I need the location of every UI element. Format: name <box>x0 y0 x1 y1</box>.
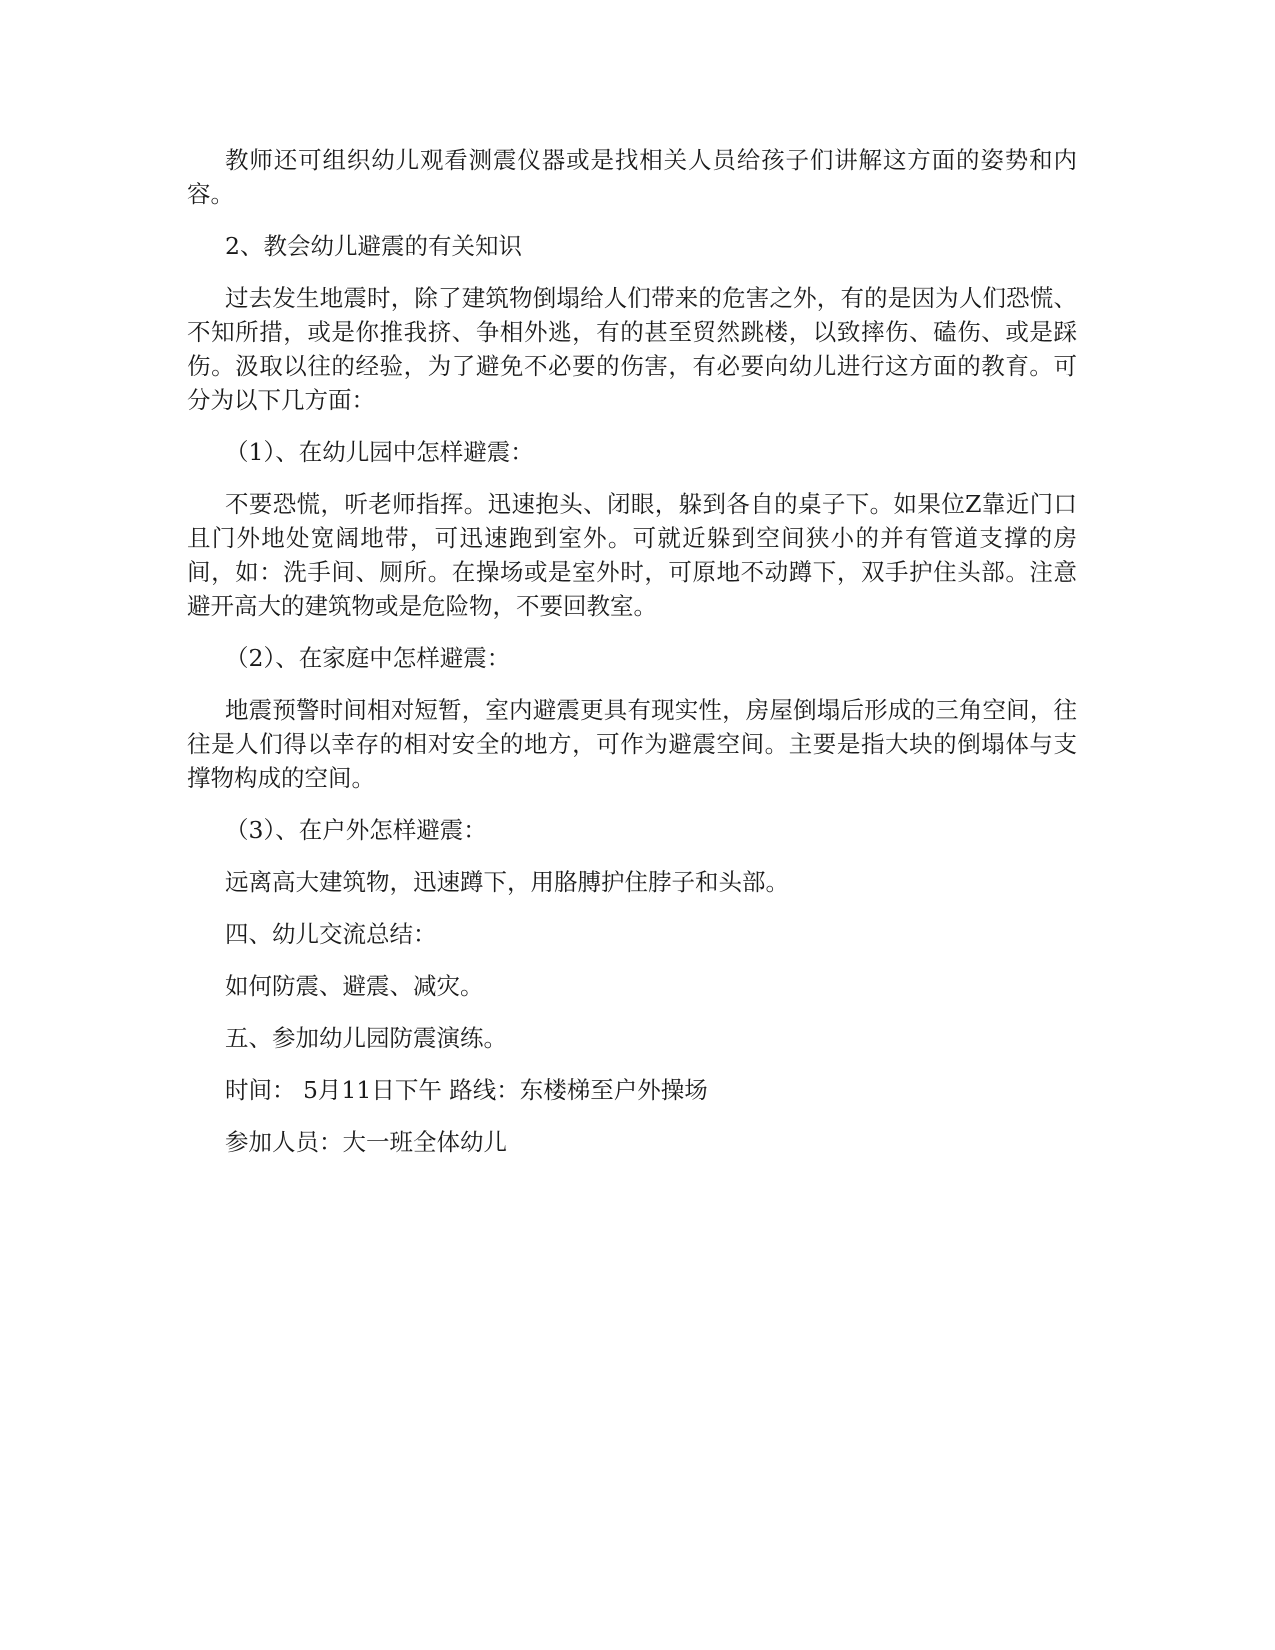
document-body <box>187 143 1077 1177</box>
section-2-heading: 2、教会幼儿避震的有关知识 <box>225 232 522 260</box>
kindergarten-paragraph: 不要恐慌，听老师指挥。迅速抱头、闭眼，躲到各自的桌子下。如果位Z靠近门口且门外地处宽阔地带，可迅速跑到室外。可就近躲到空间狭小的并有管道支撑的房间，如：洗手间、厕所。在操场或是室外时，可原地不动蹲下，双手护住头部。注意避开高大的建筑物或是危险物，不要回教室。 <box>187 490 1077 620</box>
background-paragraph: 过去发生地震时，除了建筑物倒塌给人们带来的危害之外，有的是因为人们恐慌、不知所措，或是你推我挤、争相外逃，有的甚至贸然跳楼，以致摔伤、磕伤、或是踩伤。汲取以往的经验，为了避免不必要的伤害，有必要向幼儿进行这方面的教育。可分为以下几方面： <box>187 284 1077 414</box>
summary-paragraph: 如何防震、避震、减灾。 <box>225 972 484 1000</box>
home-paragraph: 地震预警时间相对短暂，室内避震更具有现实性，房屋倒塌后形成的三角空间，往往是人们得以幸存的相对安全的地方，可作为避震空间。主要是指大块的倒塌体与支撑物构成的空间。 <box>187 696 1077 792</box>
intro-paragraph: 教师还可组织幼儿观看测震仪器或是找相关人员给孩子们讲解这方面的姿势和内容。 <box>187 146 1077 208</box>
participants-line: 参加人员：大一班全体幼儿 <box>225 1128 507 1156</box>
time-route-line: 时间： 5月11日下午 路线：东楼梯至户外操场 <box>225 1076 708 1104</box>
subsection-1-heading: （1）、在幼儿园中怎样避震： <box>225 438 534 466</box>
subsection-2-heading: （2）、在家庭中怎样避震： <box>225 644 511 672</box>
outdoor-paragraph: 远离高大建筑物，迅速蹲下，用胳膊护住脖子和头部。 <box>225 868 789 896</box>
section-4-heading: 四、幼儿交流总结： <box>225 920 437 948</box>
subsection-3-heading: （3）、在户外怎样避震： <box>225 816 487 844</box>
section-5-heading: 五、参加幼儿园防震演练。 <box>225 1024 507 1052</box>
